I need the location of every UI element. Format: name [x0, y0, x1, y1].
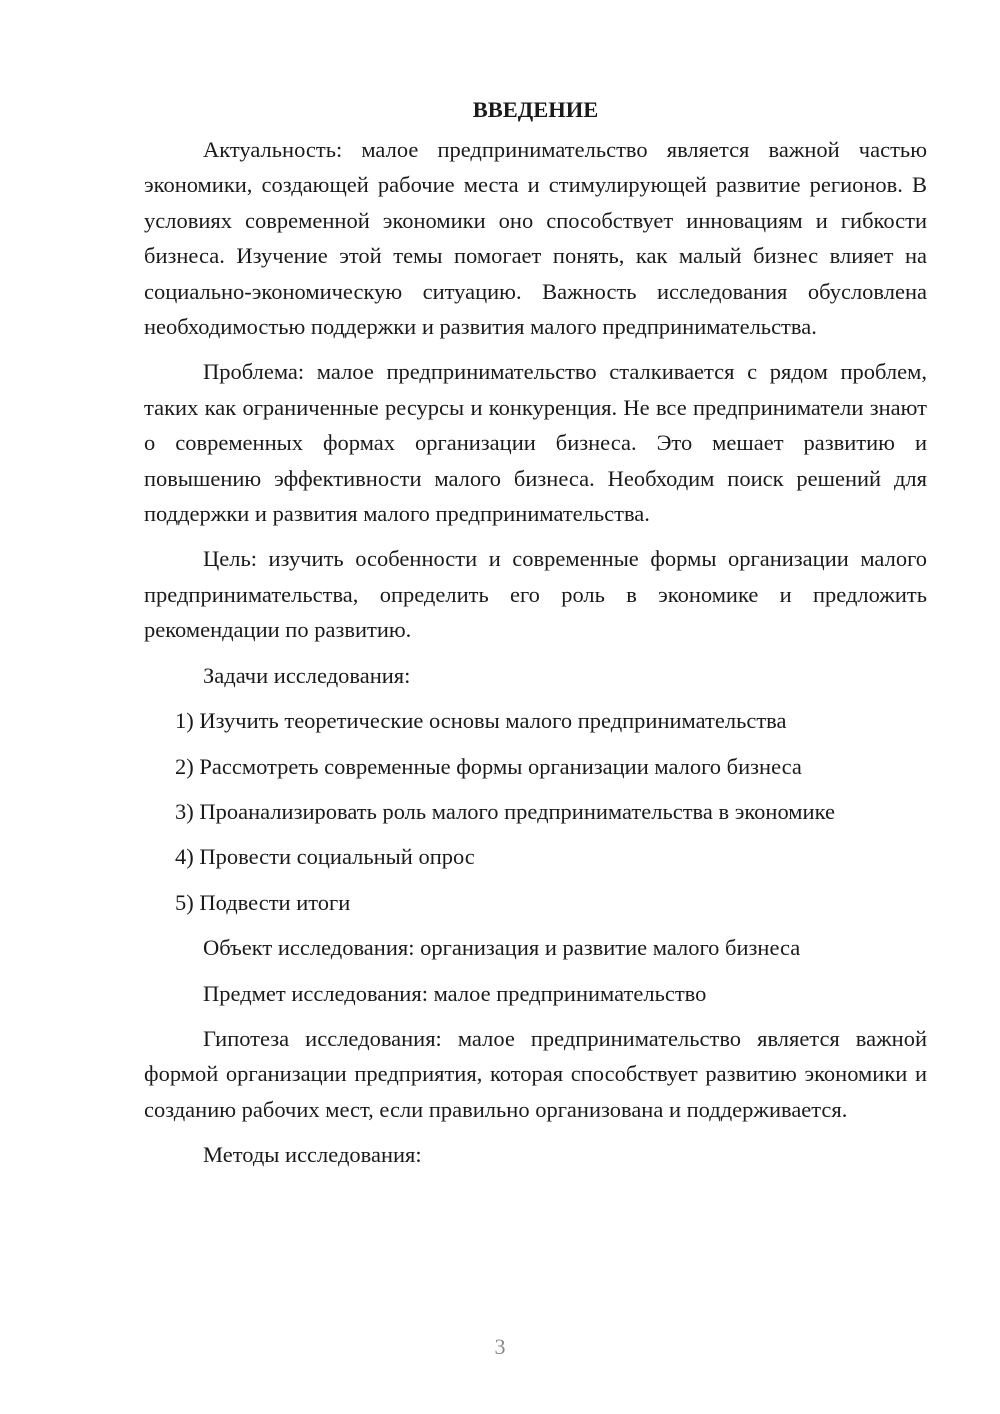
list-item: 3) Проанализировать роль малого предпринимательства в экономике: [175, 798, 835, 824]
tasks-list: [144, 703, 927, 920]
problem-paragraph: Проблема: малое предпринимательство сталкивается с рядом проблем, таких как ограниченные ресурсы и конкуренция. Не все предприниматели знают о современных формах организации бизнеса. Это мешает развитию и повышению эффективности малого бизнеса. Необходим поиск решений для поддержки и развития малого предпринимательства.: [144, 359, 927, 527]
goal-paragraph: Цель: изучить особенности и современные формы организации малого предпринимательства, определить его роль в экономике и предложить рекомендации по развитию.: [144, 546, 927, 643]
research-object: Объект исследования: организация и развитие малого бизнеса: [203, 935, 801, 961]
page-number: 3: [494, 1334, 506, 1359]
relevance-paragraph: Актуальность: малое предпринимательство является важной частью экономики, создающей рабочие места и стимулирующей развитие регионов. В условиях современной экономики оно способствует инновациям и гибкости бизнеса. Изучение этой темы помогает понять, как малый бизнес влияет на социально-экономическую ситуацию. Важность исследования обусловлена необходимостью поддержки и развития малого предпринимательства.: [144, 137, 927, 340]
section-title: ВВЕДЕНИЕ: [472, 97, 599, 122]
research-subject: Предмет исследования: малое предпринимательство: [203, 980, 707, 1006]
list-item: 5) Подвести итоги: [175, 889, 351, 915]
list-item: 2) Рассмотреть современные формы организации малого бизнеса: [175, 753, 802, 779]
document-page: [144, 92, 927, 1183]
hypothesis-paragraph: Гипотеза исследования: малое предпринимательство является важной формой организации предприятия, которая способствует развитию экономики и созданию рабочих мест, если правильно организована и поддерживается.: [144, 1025, 927, 1122]
list-item: 1) Изучить теоретические основы малого предпринимательства: [175, 708, 787, 734]
tasks-heading: Задачи исследования:: [203, 662, 411, 688]
methods-heading: Методы исследования:: [203, 1142, 422, 1168]
list-item: 4) Провести социальный опрос: [175, 844, 475, 870]
